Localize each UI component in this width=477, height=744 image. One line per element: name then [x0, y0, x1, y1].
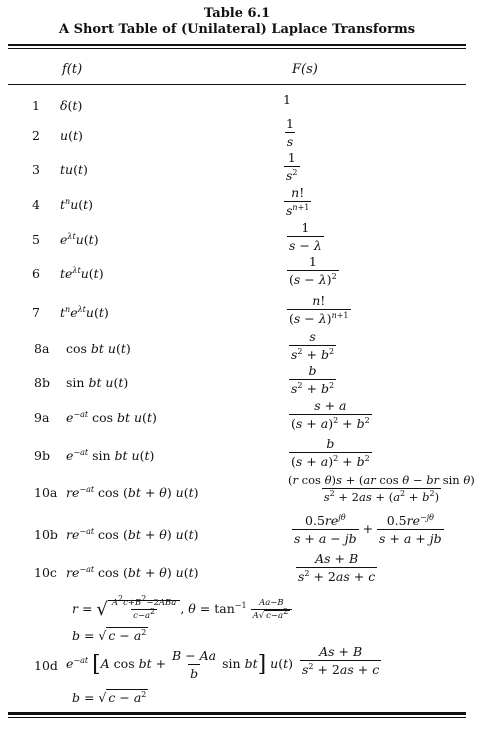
row-number: 1 — [32, 98, 40, 113]
time-function: $re^{-at}$ cos (bt + θ) u(t) — [66, 526, 199, 542]
laplace-transform: $\frac{n!}{(s - \lambda)^{n+1}}$ — [289, 293, 349, 326]
laplace-transform: $\frac{0.5re^{j\theta}}{s + a - jb}$ + $\frac{0.5re^{-j\theta}}{s + a + jb}$ — [294, 512, 442, 546]
row-number: 3 — [32, 162, 40, 177]
laplace-transform: $\frac{1}{s - \lambda}$ — [289, 220, 322, 253]
time-function: sin bt u(t) — [66, 375, 129, 390]
column-header-laplace: F(s) — [292, 62, 318, 77]
laplace-transform: 1 — [283, 92, 291, 107]
time-function: $t^ne^{\lambda t}u(t)$ — [60, 304, 109, 320]
laplace-transform: $\frac{As + B}{s^2 + 2as + c}$ — [298, 551, 376, 584]
time-function: tu(t) — [60, 162, 88, 177]
time-function: $re^{-at}$ cos (bt + θ) u(t) — [66, 564, 199, 580]
row-number: 8a — [34, 341, 50, 356]
time-function: $re^{-at}$ cos (bt + θ) u(t) — [66, 484, 199, 500]
row-number: 10d — [34, 658, 58, 673]
time-function: $e^{-at}$ [A cos bt + $\frac{B - Aa}{b}$ sin bt] u(t) — [66, 648, 294, 681]
bottom-rule — [8, 712, 466, 715]
header-rule — [8, 84, 466, 85]
laplace-transform: $\frac{b}{s^2 + b^2}$ — [291, 363, 335, 396]
row-number: 9b — [34, 448, 50, 463]
laplace-transform: $\frac{\text{(r cos θ)s + (ar cos θ − br sin θ)}}{s^2 + 2as + (a^2 + b^2)}$ — [288, 473, 475, 504]
column-header-time: f(t) — [62, 62, 83, 77]
row-number: 9a — [34, 410, 50, 425]
table-number: Table 6.1 — [203, 6, 271, 21]
time-function: u(t) — [60, 128, 83, 143]
laplace-transform: $\frac{As + B}{s^2 + 2as + c}$ — [302, 644, 380, 677]
time-function: $e^{-at}$ cos bt u(t) — [66, 409, 157, 425]
time-function: $t^nu(t)$ — [60, 196, 94, 212]
laplace-table-page: Table 6.1 A Short Table of (Unilateral) Laplace Transforms f(t) F(s) 1 δ(t) 1 2 u(t) $\frac{1}{s}$ 3 tu(t) $\frac{1}{s^2}$ 4 $t^nu(t)$ $\frac{n!}{s^{n+1}}$ 5 $e^{\lambda t}u(t)$ $\frac{1}{s - \lambda}$ 6 $te^{\lambda t}u(t)$ $\frac{1}{(s - \lambda)^2}$ 7 $t^ne^{\lambda t}u(t)$ $\frac{n!}{(s - \lambda)^{n+1}}$ 8a cos bt u(t) $\frac{s}{s^2 + b^2}$ 8b sin bt u(t) $\frac{b}{s^2 + b^2}$ 9a $e^{-at}$ cos bt u(t) $\frac{s + a}{(s + a)^2 + b^2}$ 9b $e^{-at}$ sin bt u(t) $\frac{b}{(s + a)^2 + b^2}$ 10a $re^{-at}$ cos (bt + θ) u(t) $\frac{\text{(r cos θ)s + (ar cos θ − br sin θ)}}{s^2 + 2as + (a^2 + b^2)}$ 10b $re^{-at}$ cos (bt + θ) u(t) $\frac{0.5re^{j\theta}}{s + a - jb}$ + $\frac{0.5re^{-j\theta}}{s + a + jb}$ 10c $re^{-at}$ cos (bt + θ) u(t) $\frac{As + B}{s^2 + 2as + c}$ r = √ $\frac{A^2c+B^2-2ABa}{c-a^2}$ , $\theta = \tan^{-1}$ $\frac{Aa-B}{A√ c-a^2}$ b = √ $c - a^2$ 10d $e^{-at}$ [A cos bt + $\frac{B - Aa}{b}$ sin bt] u(t) $\frac{As + B}{s^2 + 2as + c}$ b = √ $c - a^2$ — [0, 0, 474, 744]
top-rule-thin — [8, 48, 466, 49]
row-number: 10c — [34, 565, 57, 580]
laplace-transform: $\frac{b}{(s + a)^2 + b^2}$ — [291, 436, 370, 469]
laplace-transform: $\frac{s + a}{(s + a)^2 + b^2}$ — [291, 398, 370, 431]
laplace-transform: $\frac{1}{(s - \lambda)^2}$ — [289, 254, 337, 287]
time-function: δ(t) — [60, 98, 83, 113]
table-title: A Short Table of (Unilateral) Laplace Transforms — [58, 22, 416, 37]
laplace-transform: $\frac{n!}{s^{n+1}}$ — [286, 185, 310, 218]
row-number: 10a — [34, 485, 58, 500]
laplace-transform: $\frac{1}{s}$ — [286, 116, 294, 149]
laplace-transform: $\frac{1}{s^2}$ — [286, 150, 298, 183]
time-function: $e^{-at}$ sin bt u(t) — [66, 447, 155, 463]
row-number: 7 — [32, 305, 40, 320]
time-function: cos bt u(t) — [66, 341, 131, 356]
top-rule — [8, 44, 466, 46]
row-number: 6 — [32, 266, 40, 281]
row-number: 2 — [32, 128, 40, 143]
row-number: 8b — [34, 375, 50, 390]
row-number: 5 — [32, 232, 40, 247]
time-function: $te^{\lambda t}u(t)$ — [60, 265, 104, 281]
laplace-transform: $\frac{s}{s^2 + b^2}$ — [291, 329, 335, 362]
row-number: 10b — [34, 527, 58, 542]
time-function: $e^{\lambda t}u(t)$ — [60, 231, 99, 247]
row-number: 4 — [32, 197, 40, 212]
bottom-rule-thin — [8, 717, 466, 718]
